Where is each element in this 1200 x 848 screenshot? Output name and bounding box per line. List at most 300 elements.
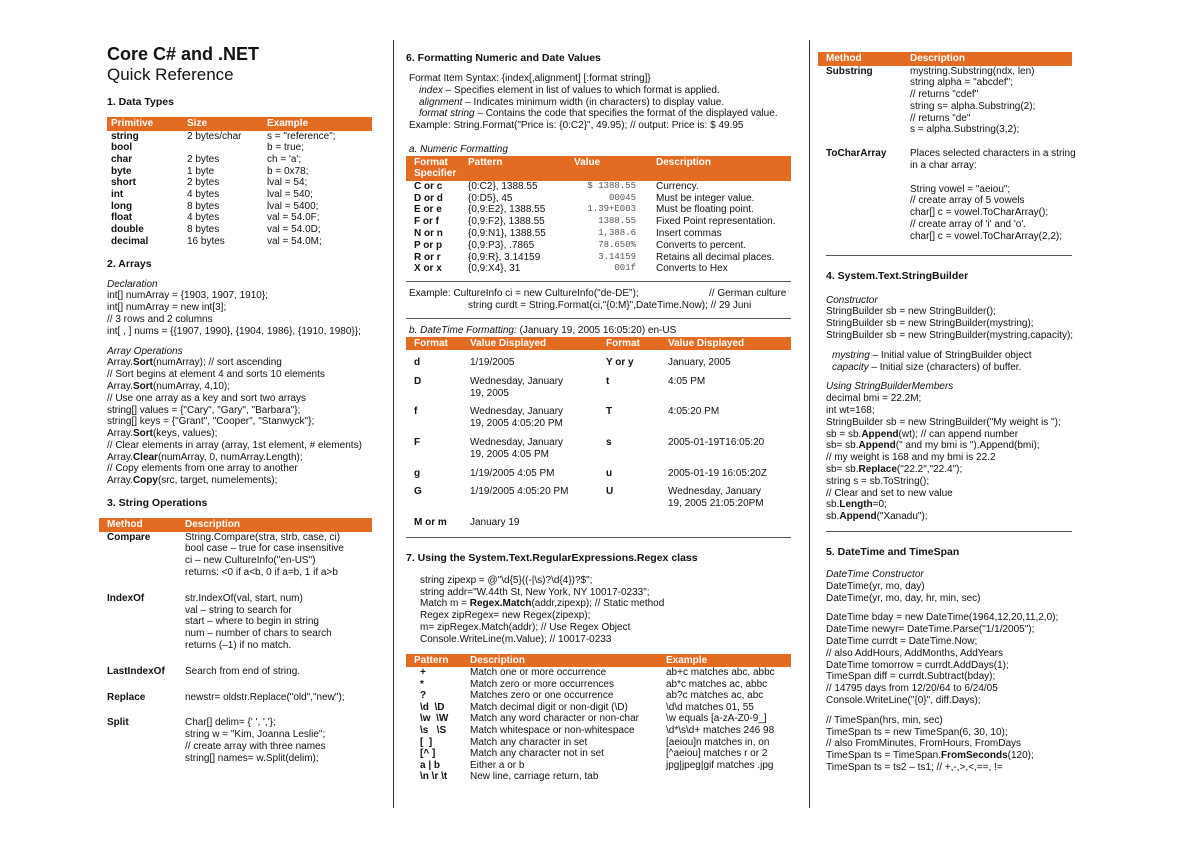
array-operations-label: Array Operations — [107, 345, 183, 357]
description-line: str.IndexOf(val, start, num) — [185, 592, 303, 604]
description-cell — [185, 666, 300, 678]
method-cell: Substring — [826, 65, 873, 77]
spacer — [636, 252, 656, 264]
table-row — [826, 148, 1076, 242]
specifier-cell: E or e — [414, 204, 442, 216]
description-cell: New line, carriage return, tab — [470, 771, 599, 783]
col-primitive: Primitive — [111, 118, 154, 129]
example-cell: \w equals [a-zA-Z0-9_] — [666, 713, 767, 725]
col-description: Description — [656, 156, 712, 168]
format-cell: U — [606, 486, 614, 498]
table-row — [107, 224, 372, 236]
code-line: sb = sb.Append(wt); // can append number — [826, 428, 1019, 440]
description-line: returns: <0 if a<b, 0 if a=b, 1 if a>b — [185, 566, 338, 578]
column-3 — [826, 52, 1076, 774]
specifier-cell: X or x — [414, 263, 442, 275]
column-2 — [406, 40, 791, 783]
description-cell: Matches zero or one occurrence — [470, 690, 614, 702]
dt-constructor-code — [826, 581, 1072, 605]
pattern-cell: ? — [420, 690, 427, 702]
method-cell: Split — [107, 717, 129, 729]
column-divider-2 — [809, 40, 810, 808]
dt-constructor-label: DateTime Constructor — [826, 569, 924, 580]
format-param — [409, 97, 791, 109]
format-cell: M or m — [414, 517, 447, 529]
format-cell: Y or y — [606, 357, 634, 369]
param-name: index — [419, 84, 443, 96]
description-cell — [910, 148, 1076, 242]
example-cell: \d\d matches 01, 55 — [666, 701, 754, 713]
col-pattern: Pattern — [468, 156, 503, 168]
page-title: Core C# and .NET — [107, 44, 260, 64]
pattern-cell: {0,9:E2}, 1388.55 — [468, 204, 546, 216]
table-row — [406, 228, 791, 240]
description-line: // returns "cdef" — [910, 89, 979, 101]
description-line — [910, 172, 1076, 184]
data-types-header — [107, 117, 372, 131]
code-line: DateTime(yr, mo, day) — [826, 580, 925, 592]
description-cell: Match any character not in set — [470, 748, 604, 760]
value-cell: $ 1388.55 — [587, 180, 636, 191]
description-line: val – string to search for — [185, 604, 292, 616]
example-cell: ab*c matches ac, abbc — [666, 678, 768, 690]
size-cell: 8 bytes — [187, 224, 220, 236]
size-cell: 1 byte — [187, 165, 215, 177]
description-line: string alpha = "abcdef"; — [910, 77, 1013, 89]
code-line: string addr="W.44th St, New York, NY 10017-0233"; — [420, 586, 650, 598]
table-row — [107, 666, 372, 678]
table-row — [406, 468, 791, 480]
value-cell: 78.650% — [598, 239, 636, 250]
table-row — [406, 737, 791, 749]
value-cell: January, 2005 — [668, 357, 731, 369]
size-cell: 2 bytes — [187, 153, 220, 165]
param-text: – Indicates minimum width (in characters) to display value. — [462, 96, 725, 108]
pattern-cell: {0,9:F2}, 1388.55 — [468, 216, 545, 228]
arrays-heading: 2. Arrays — [107, 257, 152, 270]
description-line: start – where to begin in string — [185, 616, 319, 628]
description-cell: Match one or more occurrence — [470, 667, 607, 679]
table-row — [406, 771, 791, 783]
description-cell — [185, 717, 326, 764]
table-row — [406, 376, 791, 400]
table-row — [107, 131, 372, 143]
description-cell: Insert commas — [656, 227, 722, 239]
col-format-specifier: Format Specifier — [414, 156, 457, 180]
pattern-cell: [^ ] — [420, 748, 436, 760]
string-ops-table — [107, 532, 372, 765]
divider — [826, 255, 1072, 256]
param-name: alignment — [419, 96, 463, 108]
pattern-cell: \w \W — [420, 713, 449, 725]
pattern-cell: \d \D — [420, 701, 445, 713]
culture-example — [406, 288, 791, 312]
code-line: string[] keys = {"Grant", "Cooper", "Stanwyck"}; — [107, 416, 315, 428]
example-cell: ab?c matches ac, abc — [666, 690, 764, 702]
example-cell: val = 54.0D; — [267, 224, 321, 236]
pattern-cell: {0:D5}, 45 — [468, 192, 513, 204]
code-line: Array.Sort(keys, values); — [107, 428, 218, 440]
description-line: // returns "de" — [910, 112, 971, 124]
example-cell: \d*\s\d+ matches 246 98 — [666, 725, 775, 737]
code-line: // also AddHours, AddMonths, AddYears — [826, 647, 1003, 659]
example-cell: b = true; — [267, 142, 304, 154]
culture-example-1: Example: CultureInfo ci = new CultureInfo("de-DE"); — [409, 288, 639, 300]
datetime-header — [406, 337, 791, 351]
numeric-label: a. Numeric Formatting — [409, 143, 508, 155]
example-cell: val = 54.0M; — [267, 235, 322, 247]
table-row — [406, 252, 791, 264]
size-cell: 16 bytes — [187, 235, 225, 247]
description-line: s = alpha.Substring(3,2); — [910, 124, 1020, 136]
example-cell: lval = 5400; — [267, 200, 319, 212]
table-row — [406, 702, 791, 714]
pattern-cell: {0,9:P3}, .7865 — [468, 239, 535, 251]
data-types-table — [107, 131, 372, 248]
value-cell: 00045 — [608, 192, 636, 203]
description-line: mystring.Substring(ndx, len) — [910, 65, 1035, 77]
code-line: // also FromMinutes, FromHours, FromDays — [826, 738, 1022, 750]
spacer — [636, 228, 656, 240]
pattern-cell: {0,9:X4}, 31 — [468, 263, 521, 275]
col-example: Example — [267, 118, 309, 129]
code-line: DateTime currdt = DateTime.Now; — [826, 635, 978, 647]
code-line: // 14795 days from 12/20/64 to 6/24/05 — [826, 683, 998, 695]
col-value-displayed-2: Value Displayed — [668, 337, 745, 349]
description-line: string w = "Kim, Joanna Leslie"; — [185, 729, 326, 741]
table-row — [406, 216, 791, 228]
specifier-cell: C or c — [414, 180, 443, 192]
code-line: // Clear elements in array (array, 1st element, # elements) — [107, 439, 362, 451]
description-line: char[] c = vowel.ToCharArray(2,2); — [910, 230, 1062, 242]
description-cell: Converts to percent. — [656, 239, 747, 251]
example-cell: [^aeiou] matches r or 2 — [666, 748, 768, 760]
code-line: // my weight is 168 and my bmi is 22.2 — [826, 452, 996, 464]
table-row — [107, 177, 372, 189]
pattern-cell: a | b — [420, 759, 441, 771]
code-line: StringBuilder sb = new StringBuilder("My weight is "); — [826, 416, 1061, 428]
param-name: mystring — [832, 349, 870, 361]
col-format: Format — [414, 337, 448, 349]
table-row — [406, 517, 791, 529]
primitive-cell: string — [111, 130, 139, 142]
code-line: TimeSpan ts = TimeSpan.FromSeconds(120); — [826, 750, 1034, 762]
param-text: – Contains the code that specifies the format of the displayed value. — [474, 108, 778, 120]
code-line: string[] values = {"Cary", "Gary", "Barbara"}; — [107, 404, 301, 416]
table-row — [107, 154, 372, 166]
regex-heading: 7. Using the System.Text.RegularExpressions.Regex class — [406, 551, 698, 564]
code-line: sb.Length=0; — [826, 499, 887, 511]
primitive-cell: short — [111, 177, 136, 189]
string-ops-heading: 3. String Operations — [107, 497, 208, 510]
code-line: DateTime newyr= DateTime.Parse("1/1/2005"); — [826, 624, 1035, 636]
col-description: Description — [470, 654, 526, 666]
format-syntax: Format Item Syntax: {index[,alignment] [:format string]} — [409, 73, 651, 84]
example-cell: [aeiou]n matches in, on — [666, 736, 770, 748]
primitive-cell: bool — [111, 142, 133, 154]
table-row — [107, 593, 372, 652]
numeric-table — [406, 181, 791, 275]
primitive-cell: long — [111, 200, 133, 212]
example-cell: lval = 54; — [267, 177, 308, 189]
spacer — [636, 240, 656, 252]
format-cell: u — [606, 467, 613, 479]
pattern-cell: {0,9:R}, 3.14159 — [468, 251, 541, 263]
method-cell: IndexOf — [107, 592, 145, 604]
table-row — [406, 357, 791, 369]
code-line: DateTime(yr, mo, day, hr, min, sec) — [826, 592, 981, 604]
primitive-cell: int — [111, 189, 124, 201]
datetime-label: b. DateTime Formatting: — [409, 324, 517, 336]
regex-table — [406, 667, 791, 783]
datetime-table — [406, 357, 791, 529]
description-line: String vowel = "aeiou"; — [910, 183, 1011, 195]
sb-params — [826, 350, 1072, 374]
divider — [826, 531, 1072, 532]
description-line: // create array of 5 vowels — [910, 195, 1025, 207]
divider — [406, 537, 791, 538]
param-text: – Initial value of StringBuilder object — [869, 349, 1032, 361]
specifier-cell: P or p — [414, 239, 443, 251]
description-cell: Fixed Point representation. — [656, 216, 776, 228]
table-row — [107, 166, 372, 178]
format-cell: f — [414, 406, 418, 418]
col-size: Size — [187, 118, 208, 129]
col-method: Method — [826, 53, 862, 64]
col-format-2: Format — [606, 337, 640, 349]
table-row — [826, 66, 1072, 137]
format-cell: D — [414, 375, 422, 387]
sb-param — [832, 362, 1072, 374]
specifier-cell: D or d — [414, 192, 443, 204]
method-cell: LastIndexOf — [107, 665, 165, 677]
divider — [406, 318, 791, 319]
example-cell: ab+c matches abc, abbc — [666, 667, 775, 679]
code-line: sb= sb.Replace("22.2","22.4"); — [826, 464, 963, 476]
code-line: sb= sb.Append(" and my bmi is ").Append(bmi); — [826, 440, 1040, 452]
culture-comment-1: // German culture — [709, 288, 787, 300]
code-line: TimeSpan diff = currdt.Subtract(bday); — [826, 671, 996, 683]
code-line: string s = sb.ToString(); — [826, 475, 930, 487]
code-line: int[] numArray = new int[3]; — [107, 302, 227, 314]
description-cell: Either a or b — [470, 759, 525, 771]
description-cell — [910, 66, 1035, 137]
description-cell: Match zero or more occurrences — [470, 678, 614, 690]
description-cell — [185, 692, 345, 704]
code-line: Match m = Regex.Match(addr,zipexp); // Static method — [420, 598, 665, 610]
table-row — [406, 240, 791, 252]
format-syntax-block — [406, 73, 791, 132]
col-description: Description — [185, 519, 241, 531]
pattern-cell: + — [420, 667, 426, 679]
description-cell: Match whitespace or non-whitespace — [470, 725, 635, 737]
code-line: Console.WriteLine(m.Value); // 10017-0233 — [420, 633, 612, 645]
description-line: num – number of chars to search — [185, 628, 332, 640]
description-cell: Must be integer value. — [656, 192, 755, 204]
table-row — [107, 142, 372, 154]
code-line: Console.WriteLine("{0}", diff.Days); — [826, 694, 981, 706]
pattern-cell: {0:C2}, 1388.55 — [468, 180, 538, 192]
table-row — [406, 193, 791, 205]
code-line: Regex zipRegex= new Regex(zipexp); — [420, 610, 591, 622]
datetime-label-rest: (January 19, 2005 16:05:20) en-US — [516, 324, 677, 336]
description-line: Search from end of string. — [185, 665, 301, 677]
description-line: // create array of 'i' and 'o'. — [910, 219, 1027, 231]
code-line: TimeSpan ts = ts2 – ts1; // +,-,>,<,==, != — [826, 761, 1003, 773]
pattern-cell: [ ] — [420, 736, 433, 748]
format-cell: s — [606, 437, 612, 449]
size-cell: 2 bytes — [187, 177, 220, 189]
primitive-cell: float — [111, 212, 133, 224]
size-cell: 2 bytes/char — [187, 130, 242, 142]
value-cell: 4:05:20 PM — [668, 406, 720, 418]
code-line: int[ , ] nums = {{1907, 1990}, {1904, 1986}, {1910, 1980}}; — [107, 325, 361, 337]
table-row — [406, 679, 791, 691]
code-line: Array.Copy(src, target, numelements); — [107, 475, 278, 487]
description-line: String.Compare(stra, strb, case, ci) — [185, 531, 341, 543]
table-row — [406, 437, 791, 461]
param-text: – Initial size (characters) of buffer. — [868, 361, 1022, 373]
table-row — [107, 532, 372, 579]
param-name: capacity — [832, 361, 869, 373]
table-row — [406, 667, 791, 679]
pattern-cell: {0,9:N1}, 1388.55 — [468, 227, 546, 239]
description-cell — [185, 593, 332, 652]
value-cell: 1/19/2005 4:05:20 PM — [470, 486, 569, 498]
description-line: Places selected characters in a string — [910, 148, 1076, 160]
description-cell: Match any word character or non-char — [470, 713, 639, 725]
primitive-cell: byte — [111, 165, 132, 177]
value-cell: Wednesday, January 19, 2005 4:05:20 PM — [470, 406, 564, 430]
example-cell: b = 0x78; — [267, 165, 309, 177]
array-operations-code — [107, 357, 372, 487]
table-row — [406, 760, 791, 772]
numeric-header — [406, 156, 791, 181]
specifier-cell: R or r — [414, 251, 441, 263]
sb-constructor-code — [826, 306, 1072, 341]
format-cell: G — [414, 486, 422, 498]
table-row — [406, 406, 791, 430]
spacer — [636, 216, 656, 228]
table-row — [406, 263, 791, 275]
description-line: char[] c = vowel.ToCharArray(); — [910, 207, 1049, 219]
description-cell: Currency. — [656, 180, 699, 192]
description-line: in a char array: — [910, 160, 977, 172]
format-example: Example: String.Format("Price is: {0:C2}", 49.95); // output: Price is: $ 49.95 — [409, 120, 744, 132]
declaration-label: Declaration — [107, 278, 158, 290]
code-line: // TimeSpan(hrs, min, sec) — [826, 714, 943, 726]
specifier-cell: N or n — [414, 227, 443, 239]
code-line: m= zipRegex.Match(addr); // Use Regex Object — [420, 622, 631, 633]
example-cell: ch = 'a'; — [267, 153, 302, 165]
column-1 — [107, 40, 372, 779]
example-cell: lval = 540; — [267, 189, 313, 201]
page-subtitle: Quick Reference — [107, 65, 234, 84]
table-row — [406, 204, 791, 216]
table-row — [406, 725, 791, 737]
column-divider-1 — [393, 40, 394, 808]
description-line: string[] names= w.Split(delim); — [185, 752, 319, 764]
dt-code — [826, 612, 1072, 706]
value-cell: 1,388.6 — [598, 227, 636, 238]
code-line: sb.Append("Xanadu"); — [826, 511, 928, 523]
format-param — [409, 85, 791, 97]
description-cell: Match any character in set — [470, 736, 588, 748]
table-row — [107, 717, 372, 764]
code-line: string zipexp = @"\d{5}((-|\s)?\d{4})?$"; — [420, 574, 593, 586]
table-row — [107, 201, 372, 213]
regex-code — [406, 575, 791, 646]
value-cell: Wednesday, January 19, 2005 21:05:20PM — [668, 486, 764, 510]
description-cell: Converts to Hex — [656, 263, 728, 275]
pattern-cell: * — [420, 678, 424, 690]
col-description: Description — [910, 53, 966, 64]
code-line: StringBuilder sb = new StringBuilder(mystring,capacity); — [826, 330, 1074, 342]
size-cell: 8 bytes — [187, 200, 220, 212]
description-line: // create array with three names — [185, 740, 326, 752]
value-cell: January 19 — [470, 517, 520, 529]
table-row — [107, 212, 372, 224]
format-cell: F — [414, 437, 421, 449]
code-line: TimeSpan ts = new TimeSpan(6, 30, 10); — [826, 726, 1008, 738]
value-cell: 1.39+E003 — [587, 204, 636, 215]
spacer — [636, 204, 656, 216]
code-line: decimal bmi = 22.2M; — [826, 393, 922, 405]
method-cell: Compare — [107, 531, 151, 543]
code-line: DateTime tomorrow = currdt.AddDays(1); — [826, 659, 1009, 671]
primitive-cell: double — [111, 224, 144, 236]
format-params — [409, 85, 791, 120]
table-row — [107, 236, 372, 248]
table-row — [406, 181, 791, 193]
col-example: Example — [666, 654, 708, 666]
example-cell: val = 54.0F; — [267, 212, 320, 224]
size-cell: 4 bytes — [187, 212, 220, 224]
value-cell: 1/19/2005 — [470, 357, 515, 369]
code-line: DateTime bday = new DateTime(1964,12,20,11,2,0); — [826, 612, 1059, 624]
description-line: returns (–1) if no match. — [185, 639, 292, 651]
code-line: // Copy elements from one array to another — [107, 463, 298, 475]
string-ops-header — [99, 518, 372, 532]
table-row — [406, 690, 791, 702]
spacer — [636, 181, 656, 193]
code-line: // 3 rows and 2 columns — [107, 313, 213, 325]
code-line: StringBuilder sb = new StringBuilder(mystring); — [826, 318, 1034, 330]
example-cell: s = "reference"; — [267, 130, 336, 142]
table-row — [107, 189, 372, 201]
datetime-heading: 5. DateTime and TimeSpan — [826, 546, 960, 558]
code-line: Array.Clear(numArray, 0, numArray.Length); — [107, 451, 303, 463]
description-line: newstr= oldstr.Replace("old","new"); — [185, 691, 345, 703]
value-cell: 2005-01-19T16:05:20 — [668, 437, 765, 449]
value-cell: Wednesday, January 19, 2005 4:05 PM — [470, 437, 564, 460]
format-param — [409, 108, 791, 120]
format-cell: T — [606, 406, 613, 418]
size-cell: 4 bytes — [187, 189, 220, 201]
description-line: ci – new CultureInfo("en-US") — [185, 555, 316, 567]
example-cell: jpg|jpeg|gif matches .jpg — [666, 759, 774, 771]
sb-using-code — [826, 393, 1072, 523]
primitive-cell: char — [111, 153, 133, 165]
table-row — [406, 748, 791, 760]
description-cell: Match decimal digit or non-digit (\D) — [470, 701, 628, 713]
pattern-cell: \s \S — [420, 725, 447, 737]
description-line: string s= alpha.Substring(2); — [910, 100, 1036, 112]
description-cell: Must be floating point. — [656, 204, 754, 216]
spacer — [636, 263, 656, 275]
value-cell: 001f — [614, 263, 636, 274]
spacer — [636, 193, 656, 205]
